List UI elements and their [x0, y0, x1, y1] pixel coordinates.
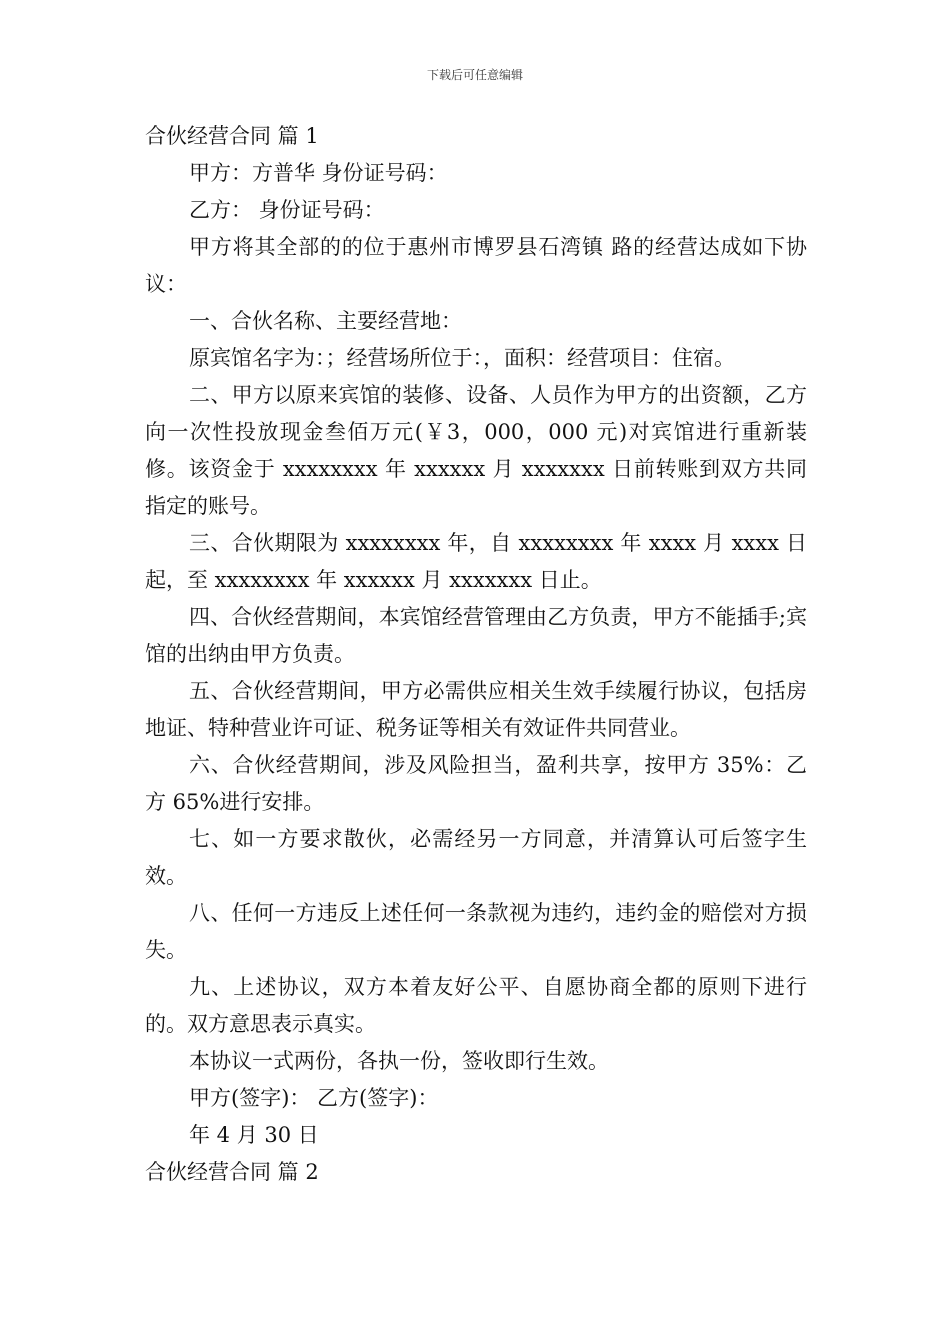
clause-6: 六、合伙经营期间，涉及风险担当，盈利共享，按甲方 35%：乙方 65%进行安排。	[145, 753, 807, 814]
clause-8: 八、任何一方违反上述任何一条款视为违约，违约金的赔偿对方损失。	[145, 901, 807, 962]
clause-1-heading: 一、合伙名称、主要经营地：	[189, 309, 462, 333]
clause-2: 二、甲方以原来宾馆的装修、设备、人员作为甲方的出资额，乙方向一次性投放现金叁佰万元(￥3，000，000 元)对宾馆进行重新装修。该资金于 xxxxxxxx 年 xxxxxx 月 xxxxxxx 日前转账到双方共同指定的账号。	[145, 383, 807, 518]
page-header-note: 下载后可任意编辑	[426, 68, 523, 82]
clause-5: 五、合伙经营期间，甲方必需供应相关生效手续履行协议，包括房地证、特种营业许可证、税务证等相关有效证件共同营业。	[145, 679, 807, 740]
date-line: 年 4 月 30 日	[189, 1123, 319, 1147]
clause-9: 九、上述协议，双方本着友好公平、自愿协商全都的原则下进行的。双方意思表示真实。	[145, 975, 807, 1036]
signature-line: 甲方(签字)： 乙方(签字)：	[189, 1086, 439, 1110]
clause-4: 四、合伙经营期间，本宾馆经营管理由乙方负责，甲方不能插手;宾馆的出纳由甲方负责。	[145, 605, 807, 666]
section-title-2: 合伙经营合同 篇 2	[145, 1160, 319, 1184]
section-title-1: 合伙经营合同 篇 1	[145, 124, 319, 148]
party-a-line: 甲方：方普华 身份证号码：	[189, 161, 448, 185]
document-body	[145, 118, 807, 1191]
copies-note: 本协议一式两份，各执一份，签收即行生效。	[189, 1049, 609, 1073]
clause-7: 七、如一方要求散伙，必需经另一方同意，并清算认可后签字生效。	[145, 827, 807, 888]
party-b-line: 乙方： 身份证号码：	[189, 198, 385, 222]
clause-1-detail: 原宾馆名字为：；经营场所位于：，面积：经营项目：住宿。	[189, 346, 735, 370]
clause-3: 三、合伙期限为 xxxxxxxx 年，自 xxxxxxxx 年 xxxx 月 xxxx 日起，至 xxxxxxxx 年 xxxxxx 月 xxxxxxx 日止。	[145, 531, 807, 592]
intro-paragraph: 甲方将其全部的的位于惠州市博罗县石湾镇 路的经营达成如下协议：	[145, 235, 807, 296]
